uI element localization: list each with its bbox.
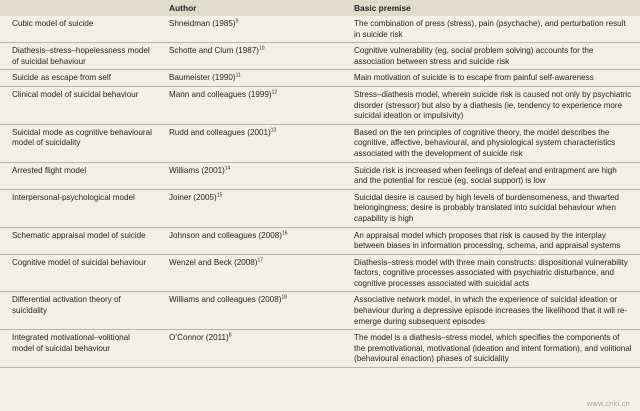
model-name-cell: Differential activation theory of suicidality	[0, 292, 160, 330]
model-name-cell: Interpersonal-psychological model	[0, 189, 160, 227]
reference-superscript: 9	[235, 18, 239, 25]
table-header	[0, 0, 640, 16]
reference-superscript: 12	[271, 89, 278, 96]
table-row	[0, 330, 640, 368]
author-cell	[160, 254, 344, 292]
reference-superscript: 17	[257, 257, 264, 263]
reference-superscript: 8	[228, 332, 232, 339]
author-name: Wenzel and Beck (2008)	[169, 257, 258, 267]
table-row	[0, 189, 640, 227]
table-body	[0, 16, 640, 368]
table-row	[0, 70, 640, 87]
table-row	[0, 292, 640, 330]
premise-cell: Diathesis–stress model with three main constructs: dispositional vulnerability factors, cognitive processes associated with psychiatric disturbance, and cognitive processes associated with suicidal acts	[344, 254, 640, 292]
header-row	[0, 0, 640, 16]
author-cell	[160, 86, 344, 124]
reference-superscript: 11	[235, 72, 241, 79]
model-name-cell: Clinical model of suicidal behaviour	[0, 86, 160, 124]
model-name-cell: Suicidal mode as cognitive behavioural model of suicidality	[0, 124, 160, 162]
premise-cell: An appraisal model which proposes that risk is caused by the interplay between biases in information processing, schema, and appraisal systems	[344, 227, 640, 254]
premise-cell: Suicide risk is increased when feelings of defeat and entrapment are high and the potential for rescue (eg, social support) is low	[344, 162, 640, 189]
premise-cell: Stress–diathesis model, wherein suicide risk is caused not only by psychiatric disorder (stressor) but also by a diathesis (ie, tendency to experience more suicidal ideation or impulsivity)	[344, 86, 640, 124]
model-name-cell: Schematic appraisal model of suicide	[0, 227, 160, 254]
author-name: Shneidman (1985)	[169, 19, 236, 28]
reference-superscript: 16	[281, 229, 288, 236]
premise-cell: The combination of press (stress), pain (psychache), and perturbation result in suicide risk	[344, 16, 640, 43]
reference-superscript: 13	[270, 127, 277, 134]
table-row	[0, 254, 640, 292]
table-row	[0, 162, 640, 189]
author-name: Baumeister (1990)	[169, 73, 236, 83]
author-cell	[160, 70, 344, 87]
author-name: Mann and colleagues (1999)	[169, 89, 272, 99]
premise-cell: Cognitive vulnerability (eg, social problem solving) accounts for the association between stress and suicide risk	[344, 43, 640, 70]
author-name: Schotte and Clum (1987)	[169, 46, 259, 56]
author-cell	[160, 292, 344, 330]
header-author: Author	[169, 2, 197, 13]
premise-cell: Associative network model, in which the experience of suicidal ideation or behaviour during a depressive episode increases the likelihood that it will re-emerge during subsequent episodes	[344, 292, 640, 330]
model-name-cell: Suicide as escape from self	[0, 70, 160, 87]
author-cell	[160, 124, 344, 162]
table-row	[0, 43, 640, 70]
author-cell	[160, 16, 344, 43]
author-name: Rudd and colleagues (2001)	[169, 127, 271, 137]
table-row	[0, 124, 640, 162]
author-cell	[160, 227, 344, 254]
table-row	[0, 86, 640, 124]
model-name-cell: Integrated motivational–volitional model of suicidal behaviour	[0, 330, 160, 368]
model-name-cell: Arrested flight model	[0, 162, 160, 189]
author-cell	[160, 189, 344, 227]
author-name: Joiner (2005)	[169, 192, 217, 202]
model-name-cell: Diathesis–stress–hopelessness model of suicidal behaviour	[0, 43, 160, 70]
reference-superscript: 14	[224, 164, 231, 171]
author-name: Williams and colleagues (2008)	[169, 295, 282, 305]
table-row	[0, 227, 640, 254]
premise-cell: Suicidal desire is caused by high levels of burdensomeness, and thwarted belongingness; desire is probably translated into suicidal behaviour when capability is high	[344, 189, 640, 227]
header-model	[0, 0, 160, 16]
header-premise: Basic premise	[354, 2, 411, 13]
author-name: Johnson and colleagues (2008)	[169, 230, 282, 240]
premise-cell: Based on the ten principles of cognitive theory, the model describes the cognitive, affective, behavioural, and physiological system characteristics associated with the development of suicide risk	[344, 124, 640, 162]
reference-superscript: 10	[258, 45, 265, 52]
reference-superscript: 18	[281, 294, 288, 301]
reference-superscript: 15	[216, 192, 223, 199]
table-row	[0, 16, 640, 43]
watermark: www.cnki.cn	[586, 400, 630, 408]
premise-cell: The model is a diathesis–stress model, which specifies the components of the premotivational, motivational (ideation and intent formation), and volitional (behavioural enaction) phases of suicidality	[344, 330, 640, 368]
author-cell	[160, 330, 344, 368]
model-name-cell: Cognitive model of suicidal behaviour	[0, 254, 160, 292]
model-name-cell: Cubic model of suicide	[0, 16, 160, 43]
author-cell	[160, 162, 344, 189]
author-name: Williams (2001)	[169, 165, 225, 175]
premise-cell: Main motivation of suicide is to escape from painful self-awareness	[344, 70, 640, 87]
author-cell	[160, 43, 344, 70]
author-name: O’Connor (2011)	[169, 333, 229, 343]
